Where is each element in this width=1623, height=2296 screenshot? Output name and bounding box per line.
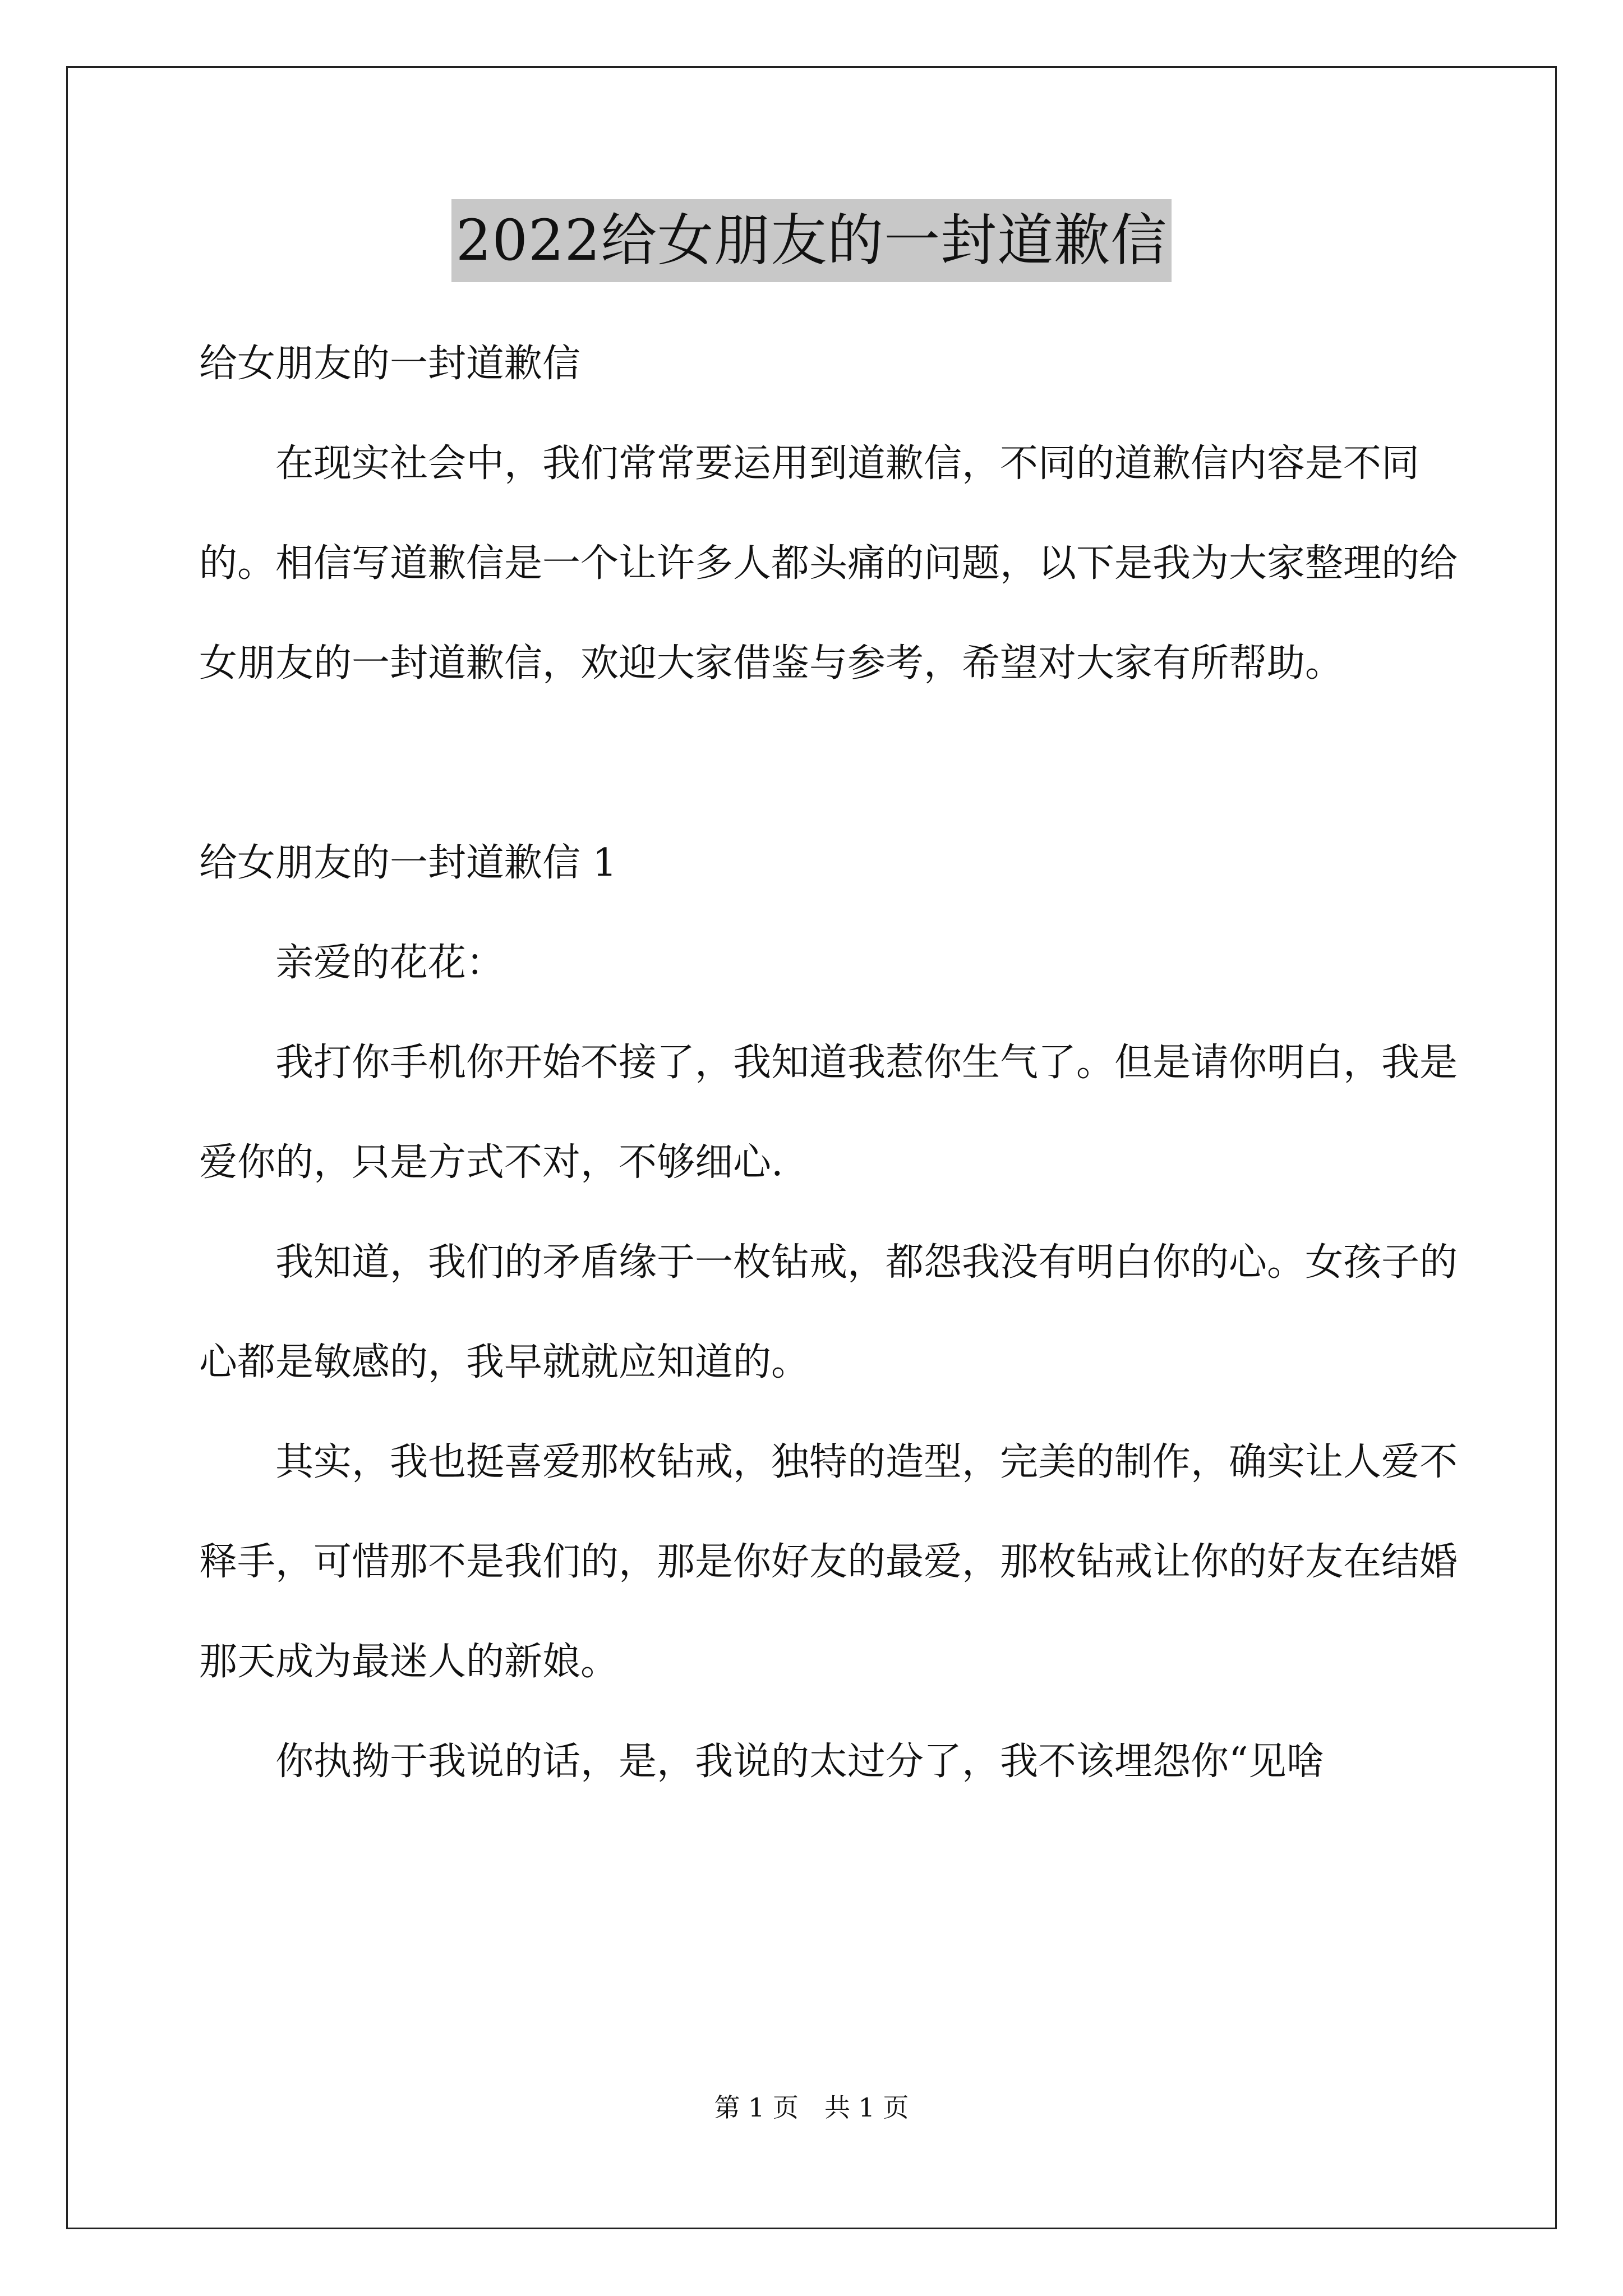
- intro-paragraph: 在现实社会中，我们常常要运用到道歉信，不同的道歉信内容是不同的。相信写道歉信是一个让许多人都头痛的问题，以下是我为大家整理的给女朋友的一封道歉信，欢迎大家借鉴与参考，希望对大家有所帮助。: [199, 441, 1458, 685]
- body-paragraph-2: 我知道，我们的矛盾缘于一枚钻戒，都怨我没有明白你的心。女孩子的心都是敏感的，我早就就应知道的。: [199, 1240, 1458, 1384]
- section-spacer: [199, 714, 1472, 813]
- body-paragraph-3: 其实，我也挺喜爱那枚钻戒，独特的造型，完美的制作，确实让人爱不释手，可惜那不是我们的，那是你好友的最爱，那枚钻戒让你的好友在结婚那天成为最迷人的新娘。: [199, 1440, 1458, 1684]
- body-paragraph-1: 我打你手机你开始不接了，我知道我惹你生气了。但是请你明白，我是爱你的，只是方式不对，不够细心.: [199, 1041, 1458, 1185]
- section-heading: 给女朋友的一封道歉信 1: [199, 841, 617, 885]
- document-body: [199, 314, 1472, 1812]
- document-title: 2022给女朋友的一封道歉信: [451, 199, 1172, 282]
- salutation: 亲爱的花花：: [275, 941, 505, 985]
- page-number-footer: 第 1 页 共 1 页: [714, 2092, 909, 2123]
- subtitle: 给女朋友的一封道歉信: [199, 342, 581, 386]
- title-container: [0, 199, 1623, 282]
- body-paragraph-4: 你执拗于我说的话，是，我说的太过分了，我不该埋怨你“见啥: [275, 1740, 1325, 1784]
